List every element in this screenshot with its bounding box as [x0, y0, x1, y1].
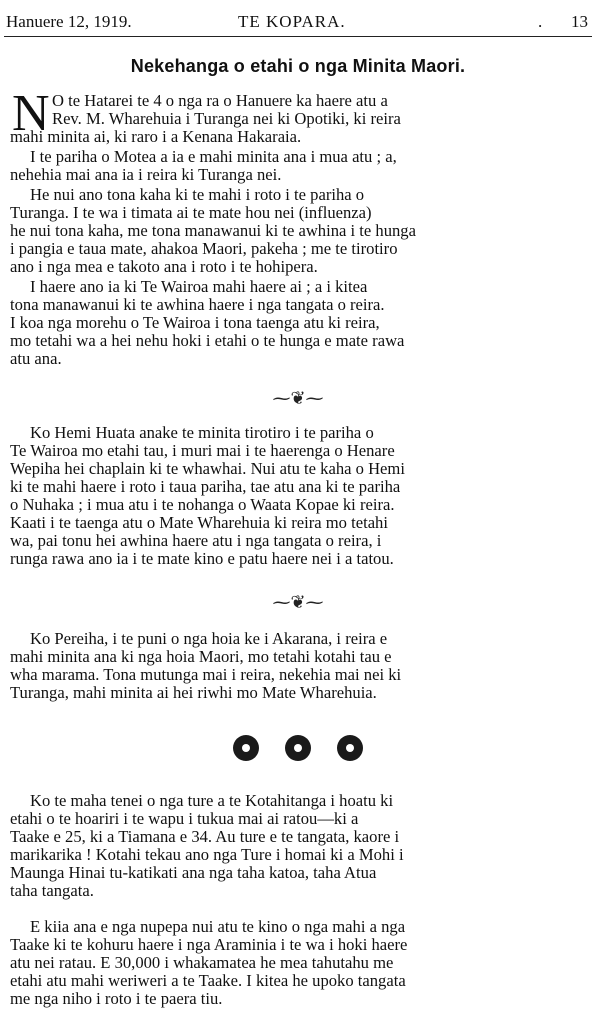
text-line: Ko Hemi Huata anake te minita tirotiro i te pariha o	[30, 423, 374, 442]
text-line: I te pariha o Motea a ia e mahi minita ana i mua atu ; a,	[30, 147, 397, 166]
header-title: TE KOPARA.	[238, 12, 346, 31]
paragraph-3	[10, 186, 584, 276]
text-line: Turanga. I te wa i timata ai te mate hou nei (influenza)	[10, 203, 372, 222]
text-line: Taake e 25, ki a Tiamana e 34. Au ture e te tangata, kaore i	[10, 827, 400, 846]
header-date: Hanuere 12, 1919.	[6, 12, 132, 31]
ornament-divider: ⁓❦⁓	[272, 388, 324, 408]
text-line: I koa nga morehu o Te Wairoa i tona taenga atu ki reira,	[10, 313, 380, 332]
text-line: ano i nga mea e takoto ana i roto i te hohipera.	[10, 257, 318, 276]
text-line: O te Hatarei te 4 o nga ra o Hanuere ka haere atu a	[52, 91, 388, 110]
article-title: Nekehanga o etahi o nga Minita Maori.	[130, 56, 466, 76]
text-line: mahi minita ai, ki raro i a Kenana Hakaraia.	[10, 127, 302, 146]
text-line: ki te mahi haere i roto i taua pariha, tae atu ana ki te pariha	[10, 477, 401, 496]
flower-icon	[337, 735, 363, 761]
text-line: Maunga Hinai tu-katikati ana nga taha katoa, taha Atua	[10, 863, 377, 882]
text-line: me nga niho i roto i te paera tiu.	[10, 989, 223, 1008]
drop-cap: N	[12, 85, 50, 142]
text-line: Turanga, mahi minita ai hei riwhi mo Mate Wharehuia.	[10, 683, 377, 702]
text-line: mahi minita ana ki nga hoia Maori, mo tetahi kotahi tau e	[10, 647, 392, 666]
text-line: wa, pai tonu hei awhina haere atu i nga tangata o reira, i	[10, 531, 382, 550]
text-line: Kaati i te taenga atu o Mate Wharehuia ki reira mo tetahi	[10, 513, 388, 532]
page-number: 13	[571, 12, 588, 31]
text-line: I haere ano ia ki Te Wairoa mahi haere ai ; a i kitea	[30, 277, 368, 296]
text-line: i pangia e taua mate, ahakoa Maori, pakeha ; me te tirotiro	[10, 239, 398, 258]
flower-ornament-row	[0, 735, 596, 766]
text-line: he nui tona kaha, me tona manawanui ki te awhina i te hunga	[10, 221, 416, 240]
flower-icon	[233, 735, 259, 761]
ornament-divider: ⁓❦⁓	[272, 592, 324, 612]
text-line: wha marama. Tona mutunga mai i reira, nekehia mai nei ki	[10, 665, 402, 684]
flower-icon	[285, 735, 311, 761]
text-line: Wepiha hei chaplain ki te whawhai. Nui atu te kaha o Hemi	[10, 459, 405, 478]
paragraph-8	[10, 918, 584, 1008]
text-line: Taake ki te kohuru haere i nga Araminia i te wa i hoki haere	[10, 935, 408, 954]
text-line: etahi atu mahi weriweri a te Taake. I kitea he upoko tangata	[10, 971, 406, 990]
header-rule	[4, 36, 592, 37]
text-line: Ko Pereiha, i te puni o nga hoia ke i Akarana, i reira e	[30, 629, 388, 648]
text-line: atu nei ratau. E 30,000 i whakamatea he mea tahutahu me	[10, 953, 394, 972]
text-line: tona manawanui ki te awhina haere i nga tangata o reira.	[10, 295, 385, 314]
text-line: etahi o te hoariri i te wapu i tukua mai ai ratou—ki a	[10, 809, 359, 828]
paragraph-6	[10, 630, 584, 702]
text-line: runga rawa ano ia i te mate kino e patu haere nei i a tatou.	[10, 549, 394, 568]
text-line: Te Wairoa mo etahi tau, i muri mai i te haerenga o Henare	[10, 441, 395, 460]
page-header	[6, 8, 588, 34]
text-line: atu ana.	[10, 349, 62, 368]
header-dot: .	[538, 12, 543, 31]
text-line: Ko te maha tenei o nga ture a te Kotahitanga i hoatu ki	[30, 791, 394, 810]
text-line: He nui ano tona kaha ki te mahi i roto i te pariha o	[30, 185, 365, 204]
paragraph-2	[10, 148, 584, 184]
text-line: mo tetahi wa a hei nehu hoki i etahi o te hunga e mate rawa	[10, 331, 405, 350]
paragraph-4	[10, 278, 584, 368]
paragraph-5	[10, 424, 584, 568]
text-line: taha tangata.	[10, 881, 94, 900]
paragraph-7	[10, 792, 584, 900]
text-line: Rev. M. Wharehuia i Turanga nei ki Opotiki, ki reira	[52, 109, 401, 128]
text-line: o Nuhaka ; i mua atu i te nohanga o Waata Kopae ki reira.	[10, 495, 395, 514]
paragraph-1	[10, 85, 584, 146]
text-line: marikarika ! Kotahi tekau ano nga Ture i homai ki a Mohi i	[10, 845, 404, 864]
text-line: E kiia ana e nga nupepa nui atu te kino o nga mahi a nga	[30, 917, 406, 936]
text-line: nehehia mai ana ia i reira ki Turanga nei.	[10, 165, 282, 184]
